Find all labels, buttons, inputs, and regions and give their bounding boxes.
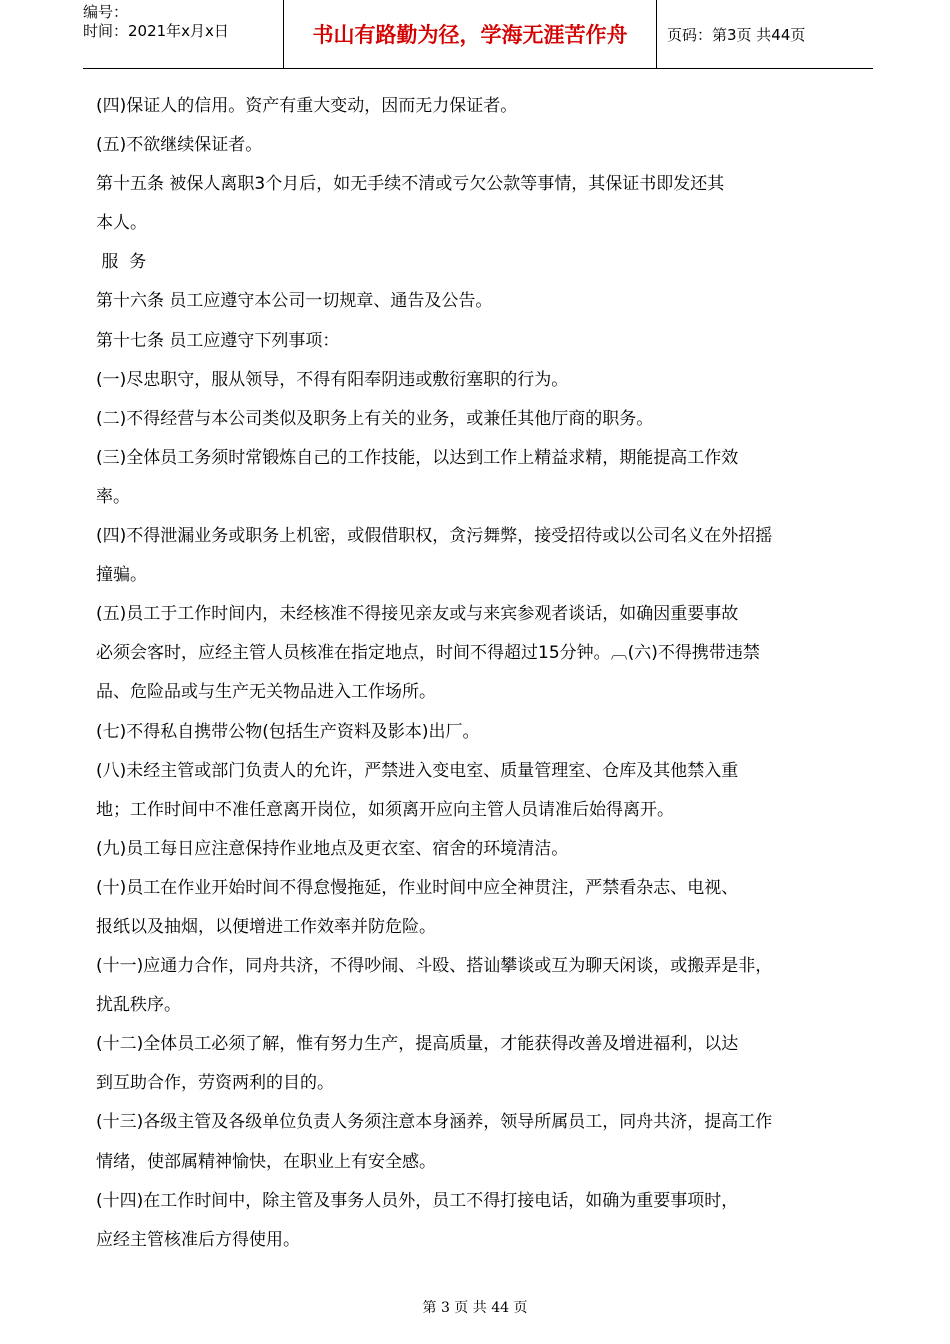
page-header [83,0,873,69]
text-line: (十二)全体员工必须了解，惟有努力生产，提高质量，才能获得改善及增进福利，以达 [96,1034,739,1055]
text-line: (八)未经主管或部门负责人的允许，严禁进入变电室、质量管理室、仓库及其他禁入重 [96,760,739,781]
text-line: 率。 [96,486,130,507]
text-line: (四)保证人的信用。资产有重大变动，因而无力保证者。 [96,96,518,116]
document-date: 时间：2021年x月x日 [83,22,229,40]
text-line: 第十五条 被保人离职3个月后，如无手续不清或亏欠公款等事情，其保证书即发还其 [96,174,725,195]
text-line: 报纸以及抽烟，以便增进工作效率并防危险。 [96,916,436,937]
header-meta [83,0,283,68]
text-line: (一)尽忠职守，服从领导，不得有阳奉阴违或敷衍塞职的行为。 [96,369,569,390]
document-body [96,87,871,1260]
text-line: (十四)在工作时间中，除主管及事务人员外，员工不得打接电话，如确为重要事项时， [96,1190,739,1211]
text-line: (五)员工于工作时间内，未经核准不得接见亲友或与来宾参观者谈话，如确因重要事故 [96,604,739,625]
header-motto: 书山有路勤为径，学海无涯苦作舟 [283,0,657,68]
text-line: 本人。 [96,213,147,234]
text-line: (十)员工在作业开始时间不得怠慢拖延，作业时间中应全神贯注，严禁看杂志、电视、 [96,877,739,898]
header-page-number: 页码：第3页 共44页 [667,25,806,44]
section-heading: 服 务 [96,252,147,273]
text-line: (二)不得经营与本公司类似及职务上有关的业务，或兼任其他厅商的职务。 [96,408,654,429]
text-line: 第十七条 员工应遵守下列事项： [96,330,340,351]
document-number: 编号： [83,3,129,21]
text-line: 应经主管核准后方得使用。 [96,1229,300,1250]
text-line: 扰乱秩序。 [96,995,181,1016]
text-line: (十三)各级主管及各级单位负责人务须注意本身涵养，领导所属员工，同舟共济，提高工作 [96,1112,773,1133]
text-line: 地；工作时间中不准任意离开岗位，如须离开应向主管人员请准后始得离开。 [96,799,674,820]
text-line: (三)全体员工务须时常锻炼自己的工作技能，以达到工作上精益求精，期能提高工作效 [96,447,739,468]
text-line: (十一)应通力合作，同舟共济，不得吵闹、斗殴、搭讪攀谈或互为聊天闲谈，或搬弄是非， [96,956,773,977]
text-line: 第十六条 员工应遵守本公司一切规章、通告及公告。 [96,291,493,312]
text-line: (九)员工每日应注意保持作业地点及更衣室、宿舍的环境清洁。 [96,838,569,859]
text-line: 撞骗。 [96,565,147,586]
page-footer: 第 3 页 共 44 页 [422,1300,528,1316]
text-line: 到互助合作，劳资两利的目的。 [96,1073,334,1094]
text-line: (四)不得泄漏业务或职务上机密，或假借职权，贪污舞弊，接受招待或以公司名义在外招摇 [96,526,773,547]
text-line: 情绪，使部属精神愉快，在职业上有安全感。 [96,1151,436,1172]
text-line: (七)不得私自携带公物(包括生产资料及影本)出厂。 [96,721,480,742]
text-line: 必须会客时，应经主管人员核准在指定地点，时间不得超过15分钟。︹(六)不得携带违禁 [96,643,760,664]
text-line: (五)不欲继续保证者。 [96,135,263,156]
text-line: 品、危险品或与生产无关物品进入工作场所。 [96,682,436,703]
